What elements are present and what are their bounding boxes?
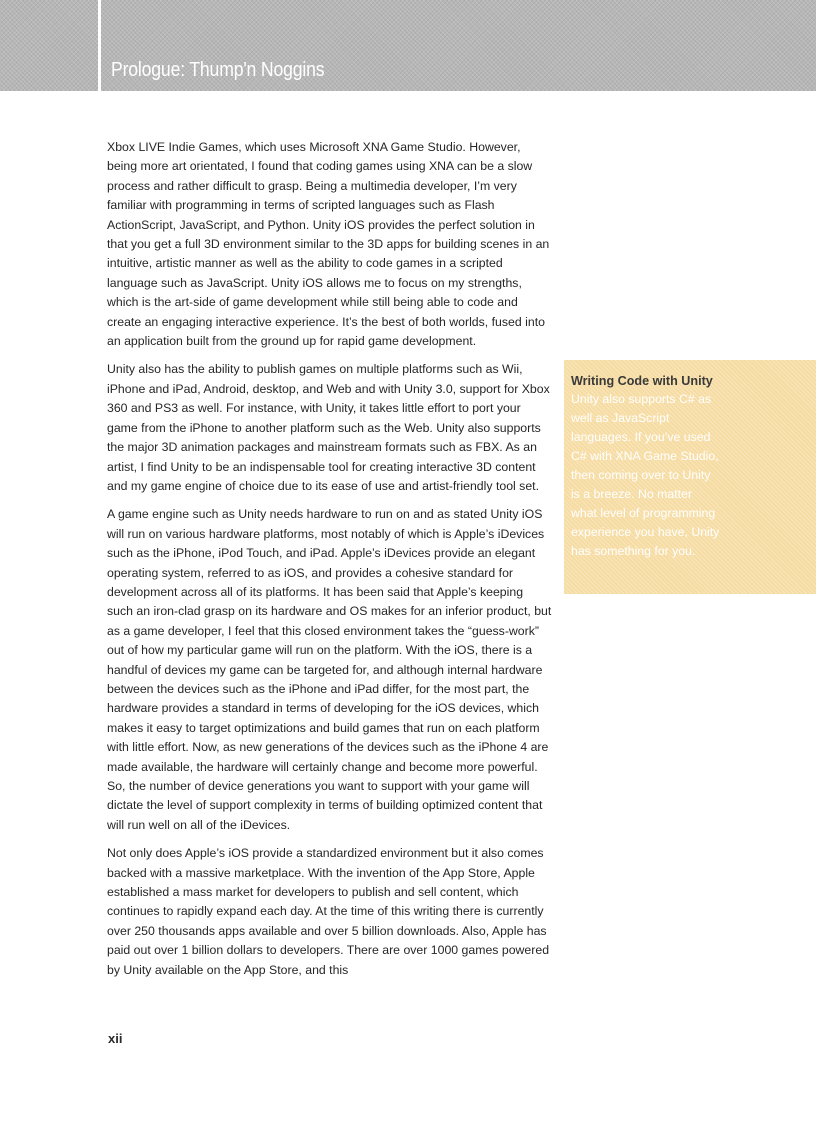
body-paragraph: A game engine such as Unity needs hardware to run on and as stated Unity iOS will run on various hardware platforms, most notably of which is Apple’s iDevices such as the iPhone, iPod Touch, and iPad. Apple’s iDevices provide an elegant operating system, referred to as iOS, and provides a cohesive standard for development across all of its platforms. It has been said that Apple’s keeping such an iron-clad grasp on its hardware and OS makes for an inferior product, but as a game developer, I feel that this closed environment takes the “guess-work” out of how my particular game will run on the platform. With the iOS, there is a handful of devices my game can be targeted for, and although internal hardware between the devices such as the iPhone and iPad differ, for the most part, the hardware provides a standard in terms of developing for the iOS devices, which makes it easy to target optimizations and build games that run on each platform with little effort. Now, as new generations of the devices such as the iPhone 4 are made available, the hardware will certainly change and become more powerful. So, the number of device generations you want to support with your game will dictate the level of support complexity in terms of building optimized content that will run well on all of the iDevices. [107, 507, 552, 832]
sidebar-note [564, 360, 816, 594]
body-paragraph: Xbox LIVE Indie Games, which uses Microsoft XNA Game Studio. However, being more art orientated, I found that coding games using XNA can be a slow process and rather difficult to grasp. Being a multimedia developer, I’m very familiar with programming in terms of scripted languages such as Flash ActionScript, JavaScript, and Python. Unity iOS provides the perfect solution in that you get a full 3D environment similar to the 3D apps for building scenes in an intuitive, artistic manner as well as the ability to code games in a scripted language such as JavaScript. Unity iOS allows me to focus on my strengths, which is the art-side of game development while still being able to code and create an engaging interactive experience. It’s the best of both worlds, fused into an application built from the ground up for rapid game development. [107, 140, 550, 349]
body-paragraph: Not only does Apple’s iOS provide a standardized environment but it also comes backed with a massive marketplace. With the invention of the App Store, Apple established a mass market for developers to publish and sell content, which continues to rapidly expand each day. At the time of this writing there is currently over 250 thousands apps available and over 5 billion downloads. Also, Apple has paid out over 1 billion dollars to developers. There are over 1000 games powered by Unity available on the App Store, and this [107, 846, 550, 977]
sidebar-body: Unity also supports C# as well as JavaScript languages. If you’ve used C# with XNA Game Studio, then coming over to Unity is a breeze. No matter what level of programming experience you have, Unity has something for you. [571, 392, 720, 558]
page-number: xii [108, 1031, 123, 1046]
chapter-title: Prologue: Thump'n Noggins [111, 58, 325, 81]
body-paragraph: Unity also has the ability to publish games on multiple platforms such as Wii, iPhone and iPad, Android, desktop, and Web and with Unity 3.0, support for Xbox 360 and PS3 as well. For instance, with Unity, it takes little effort to port your game from the iPhone to another platform such as the Web. Unity also supports the major 3D animation packages and mainstream formats such as FBX. As an artist, I find Unity to be an indispensable tool for creating interactive 3D content and my game engine of choice due to its ease of use and artist-friendly tool set. [107, 362, 550, 493]
sidebar-title: Writing Code with Unity [571, 374, 713, 388]
body-text [107, 138, 552, 989]
header-divider [98, 0, 101, 91]
